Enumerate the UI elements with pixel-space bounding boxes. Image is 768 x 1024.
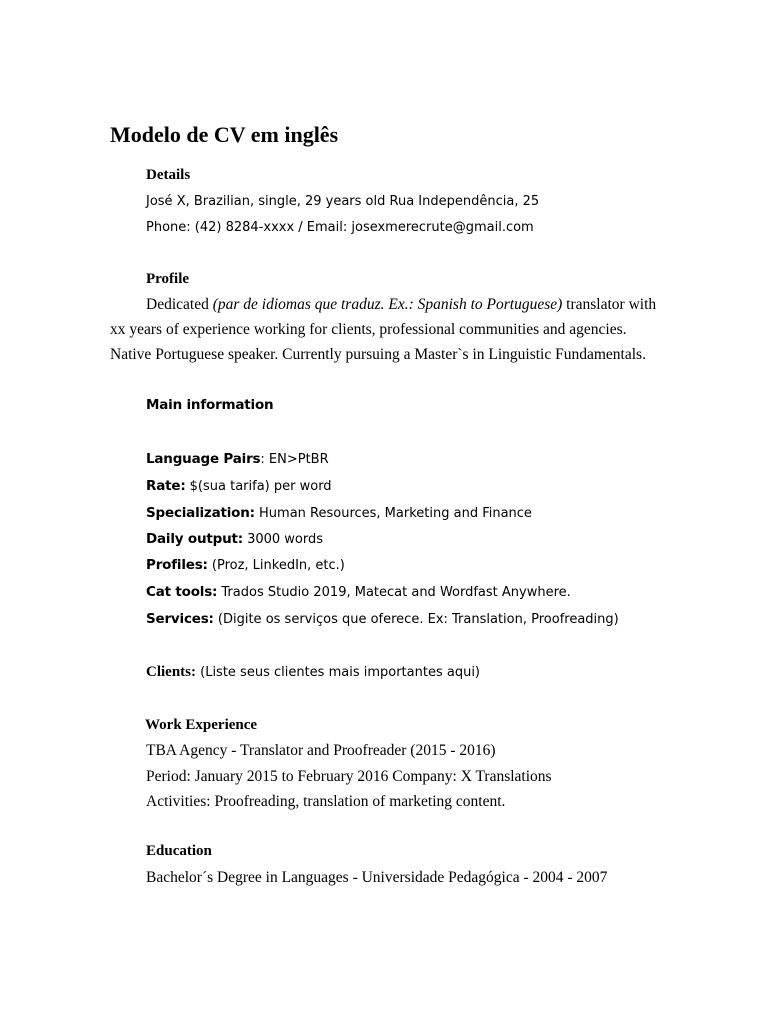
clients-row [146, 663, 480, 681]
info-value: (Digite os serviços que oferece. Ex: Translation, Proofreading) [217, 612, 619, 627]
details-line-2: Phone: (42) 8284-xxxx / Email: josexmerecrute@gmail.com [146, 220, 534, 235]
info-value: (Proz, LinkedIn, etc.) [211, 558, 345, 573]
info-value: 3000 words [247, 532, 324, 547]
info-key: Cat tools: [146, 584, 218, 600]
profile-line-1-post: translator with [562, 296, 657, 313]
work-line-3: Activities: Proofreading, translation of marketing content. [146, 793, 506, 810]
info-sep: : [260, 452, 269, 467]
info-key: Profiles: [146, 557, 208, 573]
info-row-rate [146, 477, 332, 495]
info-key: Services: [146, 611, 214, 627]
document-title: Modelo de CV em inglês [110, 122, 339, 147]
profile-line-3: Native Portuguese speaker. Currently pursuing a Master`s in Linguistic Fundamentals. [110, 346, 646, 363]
info-key: Daily output: [146, 531, 243, 547]
details-heading: Details [146, 167, 191, 183]
info-row-language-pairs [146, 450, 329, 468]
info-row-specialization [146, 504, 532, 522]
education-line-1: Bachelor´s Degree in Languages - Universidade Pedagógica - 2004 - 2007 [146, 869, 608, 886]
info-value: $(sua tarifa) per word [189, 479, 332, 494]
profile-heading: Profile [146, 271, 190, 287]
info-key: Rate: [146, 478, 186, 494]
main-information-heading: Main information [146, 397, 274, 413]
info-row-services [146, 610, 619, 628]
profile-line-1-italic: (par de idiomas que traduz. Ex.: Spanish to Portuguese) [212, 296, 563, 313]
education-heading: Education [146, 843, 212, 859]
profile-line-2: xx years of experience working for clients, professional communities and agencies. [110, 321, 627, 338]
info-value: Human Resources, Marketing and Finance [259, 506, 532, 521]
info-row-cat-tools [146, 583, 571, 601]
info-row-profiles [146, 556, 345, 574]
profile-line-1 [146, 296, 656, 314]
profile-line-1-pre: Dedicated [146, 296, 213, 313]
info-key: Specialization: [146, 505, 255, 521]
info-value: EN>PtBR [268, 452, 329, 467]
info-key: Language Pairs [146, 451, 261, 467]
details-line-1: José X, Brazilian, single, 29 years old Rua Independência, 25 [146, 194, 540, 209]
clients-value: (Liste seus clientes mais importantes aqui) [196, 665, 481, 680]
work-experience-heading: Work Experience [145, 717, 258, 733]
info-value: Trados Studio 2019, Matecat and Wordfast Anywhere. [221, 585, 571, 600]
work-line-2: Period: January 2015 to February 2016 Company: X Translations [146, 768, 552, 785]
info-row-daily-output [146, 530, 323, 548]
clients-label: Clients: [146, 664, 196, 680]
work-line-1: TBA Agency - Translator and Proofreader (2015 - 2016) [146, 742, 496, 759]
